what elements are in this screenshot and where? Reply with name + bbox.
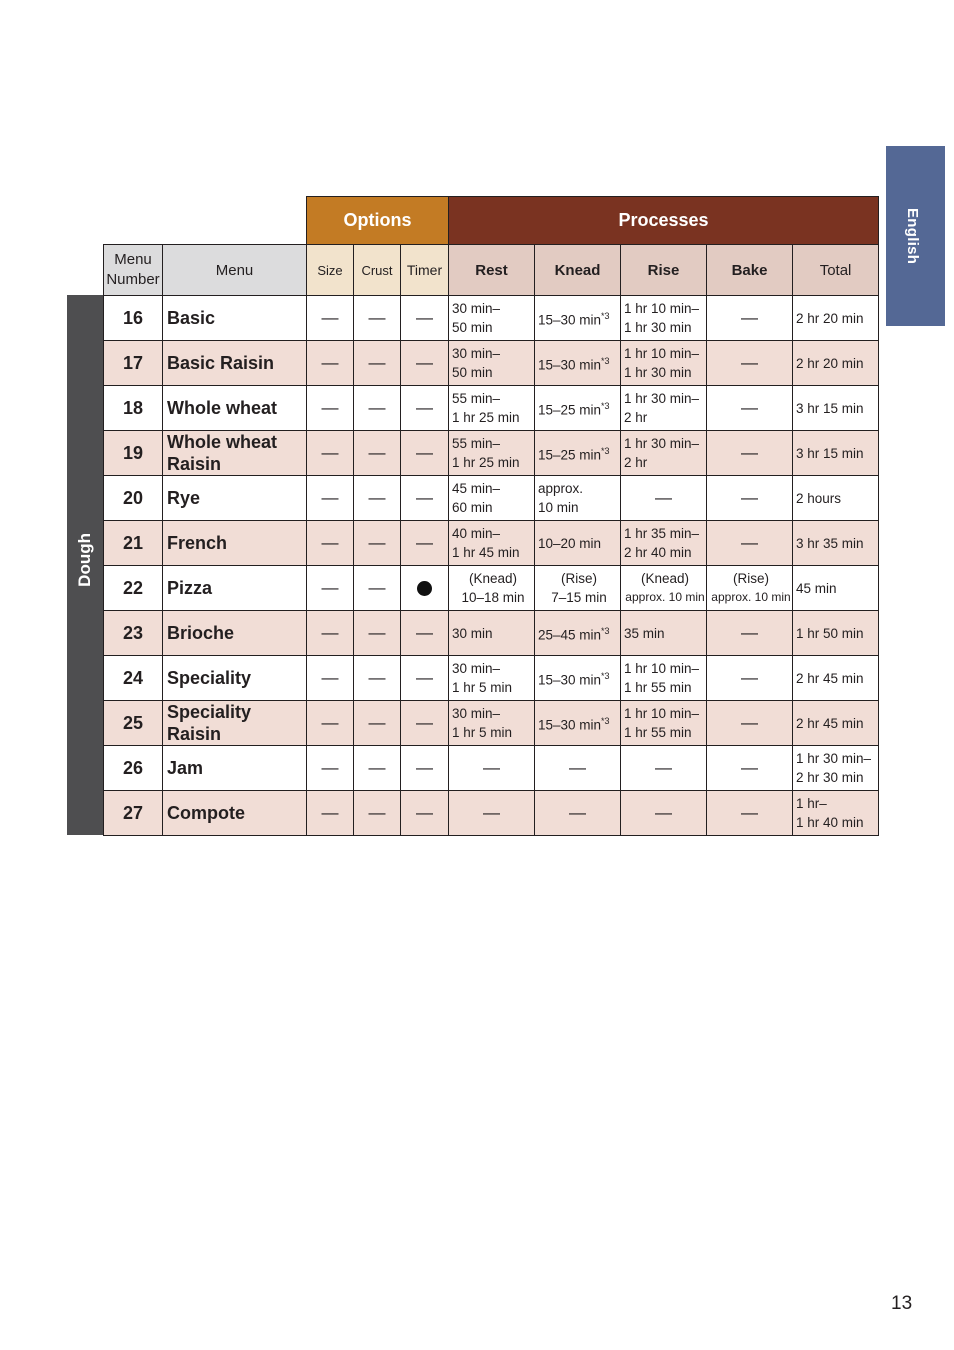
timer-cell: — [401,746,449,791]
knead-value [538,667,620,690]
rest-value-line: 55 min– [452,391,501,406]
table-row [104,791,879,836]
size-cell: — [307,341,354,386]
total-value-line: 2 hr 45 min [796,715,864,731]
rise-value-line: 1 hr 55 min [624,680,692,695]
menu-name-line: French [167,533,228,553]
rise-value-line: 2 hr 40 min [624,545,692,560]
language-tab-label: English [904,208,921,265]
rest-value-line: 55 min– [452,436,501,451]
bake-value-line: approx. 10 min [711,590,791,604]
total-value-line: 2 hr 45 min [796,670,864,686]
footnote-marker: *3 [601,715,610,726]
knead-value-text: 15–25 min [538,447,602,463]
rest-value-line: 30 min– [452,301,501,316]
rest-cell [449,296,535,341]
timer-cell [401,566,449,611]
rest-cell [449,341,535,386]
bake-cell: — [707,791,793,836]
rest-value-line: 1 hr 25 min [452,410,520,425]
rest-cell [449,386,535,431]
rise-value-line: 35 min [624,625,665,641]
knead-value-line: 10–20 min [538,535,602,551]
rise-value-line: 1 hr 10 min– [624,301,700,316]
bake-header: Bake [707,245,793,296]
menu-name-line: Whole wheat [167,432,278,452]
rest-value-line: 10–18 min [461,590,525,605]
crust-cell: — [354,566,401,611]
bake-value-line: (Rise) [733,571,769,586]
menu-header: Menu [163,245,307,296]
knead-value [538,397,620,420]
knead-cell [535,566,621,611]
knead-value-text: 15–30 min [538,717,602,733]
total-cell [793,701,879,746]
rise-value-line: 2 hr [624,455,648,470]
total-cell [793,386,879,431]
knead-cell [535,296,621,341]
bake-cell: — [707,296,793,341]
timer-cell: — [401,296,449,341]
footnote-marker: *3 [601,670,610,681]
rest-value-line: 1 hr 5 min [452,725,513,740]
bake-cell: — [707,341,793,386]
total-cell [793,341,879,386]
timer-cell: — [401,476,449,521]
menu-number-cell: 21 [104,521,163,566]
rise-cell: — [621,791,707,836]
total-value-line: 2 hours [796,490,842,506]
menu-number-cell: 25 [104,701,163,746]
rise-value-line: (Knead) [640,571,690,586]
knead-cell: — [535,746,621,791]
menu-number-cell: 24 [104,656,163,701]
total-cell [793,656,879,701]
knead-cell [535,611,621,656]
crust-cell: — [354,296,401,341]
menu-name-line: Basic [167,308,216,328]
knead-value [538,622,620,645]
rise-value-line: 1 hr 30 min [624,320,692,335]
table-body [104,296,879,836]
menu-number-cell: 26 [104,746,163,791]
table-row [104,386,879,431]
menu-name-line: Speciality [167,668,252,688]
crust-cell: — [354,701,401,746]
knead-value-line: 10 min [538,500,579,515]
total-cell [793,431,879,476]
size-cell: — [307,476,354,521]
size-cell: — [307,701,354,746]
menu-name-cell [163,476,307,521]
knead-cell: — [535,791,621,836]
table-row [104,746,879,791]
rise-value-line: 1 hr 35 min– [624,526,700,541]
total-cell [793,566,879,611]
knead-value-text: 15–30 min [538,672,602,688]
total-cell [793,476,879,521]
rest-header: Rest [449,245,535,296]
rise-cell [621,296,707,341]
table-row [104,521,879,566]
total-cell [793,791,879,836]
rise-cell: — [621,746,707,791]
total-value-line: 1 hr 40 min [796,815,864,830]
menu-number-cell: 20 [104,476,163,521]
header-blank [104,197,307,245]
timer-cell: — [401,431,449,476]
rise-value-line: 1 hr 10 min– [624,346,700,361]
knead-header: Knead [535,245,621,296]
total-value-line: 3 hr 15 min [796,400,864,416]
menu-name-cell [163,296,307,341]
crust-header: Crust [354,245,401,296]
rest-value-line: 45 min– [452,481,501,496]
footnote-marker: *3 [601,625,610,636]
crust-cell: — [354,431,401,476]
bake-cell: — [707,701,793,746]
knead-value-text: 15–25 min [538,402,602,418]
dough-section-label: Dough [75,533,94,587]
bake-cell [707,566,793,611]
rise-cell [621,656,707,701]
table-row [104,611,879,656]
page-number: 13 [891,1293,913,1314]
table-row [104,656,879,701]
rest-cell [449,656,535,701]
rise-cell [621,386,707,431]
total-cell [793,746,879,791]
bake-cell: — [707,386,793,431]
knead-value-text: 25–45 min [538,627,602,643]
bake-cell: — [707,746,793,791]
timer-cell: — [401,791,449,836]
menu-name-line: Jam [167,758,204,778]
timer-cell: — [401,341,449,386]
menu-name-cell [163,341,307,386]
knead-cell [535,701,621,746]
size-cell: — [307,656,354,701]
rest-cell [449,431,535,476]
rise-value-line: 1 hr 10 min– [624,706,700,721]
footnote-marker: *3 [601,310,610,321]
menu-number-cell: 18 [104,386,163,431]
knead-cell [535,386,621,431]
crust-cell: — [354,791,401,836]
menu-name-line: Compote [167,803,245,823]
timer-available-dot-icon [417,581,432,596]
knead-value [538,307,620,330]
timer-cell: — [401,701,449,746]
knead-value-text: 15–30 min [538,312,602,328]
total-value-line: 1 hr 50 min [796,625,864,641]
rest-cell [449,566,535,611]
menu-name-line: Speciality [167,702,252,722]
table-row [104,476,879,521]
footnote-marker: *3 [601,400,610,411]
knead-value-text: 15–30 min [538,357,602,373]
knead-value [538,352,620,375]
total-cell [793,521,879,566]
table-row [104,296,879,341]
timer-cell: — [401,656,449,701]
crust-cell: — [354,521,401,566]
menu-number-header-line1: Menu [114,251,152,268]
crust-cell: — [354,341,401,386]
rise-cell [621,341,707,386]
timer-header: Timer [401,245,449,296]
menu-number-cell: 27 [104,791,163,836]
menu-number-cell: 17 [104,341,163,386]
knead-cell [535,521,621,566]
table-row [104,341,879,386]
rest-cell: — [449,746,535,791]
rise-value-line: 1 hr 30 min– [624,436,700,451]
menu-name-cell [163,746,307,791]
knead-value [538,712,620,735]
total-header: Total [793,245,879,296]
rise-value-line: 1 hr 10 min– [624,661,700,676]
size-cell: — [307,296,354,341]
options-group-header: Options [307,197,449,245]
timer-cell: — [401,521,449,566]
menu-number-header [104,245,163,296]
menu-name-line: Raisin [167,724,222,744]
rest-value-line: 30 min– [452,346,501,361]
menu-number-cell: 23 [104,611,163,656]
size-header: Size [307,245,354,296]
total-value-line: 1 hr– [796,796,827,811]
total-cell [793,296,879,341]
rest-value-line: 50 min [452,320,493,335]
crust-cell: — [354,746,401,791]
knead-cell [535,341,621,386]
rise-value-line: 1 hr 30 min– [624,391,700,406]
table-row [104,701,879,746]
rest-value-line: (Knead) [468,571,518,586]
knead-cell [535,656,621,701]
knead-value-line: 7–15 min [551,590,607,605]
menu-name-line: Rye [167,488,201,508]
rise-value-line: approx. 10 min [625,590,705,604]
rise-cell [621,521,707,566]
total-value-line: 3 hr 35 min [796,535,864,551]
bake-cell: — [707,431,793,476]
crust-cell: — [354,656,401,701]
rest-value-line: 1 hr 5 min [452,680,513,695]
knead-cell [535,431,621,476]
bake-cell: — [707,476,793,521]
rest-value-line: 30 min– [452,706,501,721]
knead-value-line: approx. [538,481,584,496]
knead-cell [535,476,621,521]
rest-cell [449,521,535,566]
timer-cell: — [401,386,449,431]
total-value-line: 2 hr 20 min [796,355,864,371]
menu-name-line: Whole wheat [167,398,278,418]
bake-cell: — [707,611,793,656]
size-cell: — [307,746,354,791]
table-row [104,431,879,476]
menu-number-header-line2: Number [106,271,160,288]
total-cell [793,611,879,656]
footnote-marker: *3 [601,445,610,456]
menu-name-cell [163,611,307,656]
rest-value-line: 50 min [452,365,493,380]
timer-cell: — [401,611,449,656]
bake-cell: — [707,656,793,701]
rest-value-line: 1 hr 45 min [452,545,520,560]
rest-cell [449,701,535,746]
dough-menu-table [103,196,879,836]
rest-value-line: 40 min– [452,526,501,541]
size-cell: — [307,386,354,431]
size-cell: — [307,566,354,611]
menu-number-cell: 16 [104,296,163,341]
crust-cell: — [354,476,401,521]
total-value-line: 3 hr 15 min [796,445,864,461]
rise-cell: — [621,476,707,521]
rest-cell [449,611,535,656]
language-tab-english[interactable] [886,146,945,326]
size-cell: — [307,521,354,566]
menu-name-line: Pizza [167,578,213,598]
rest-cell [449,476,535,521]
rise-cell [621,566,707,611]
crust-cell: — [354,611,401,656]
menu-name-cell [163,521,307,566]
menu-name-cell [163,566,307,611]
menu-name-line: Brioche [167,623,235,643]
total-value-line: 2 hr 30 min [796,770,864,785]
table-row [104,566,879,611]
rise-value-line: 1 hr 55 min [624,725,692,740]
menu-name-line: Basic Raisin [167,353,275,373]
rise-cell [621,701,707,746]
menu-number-cell: 19 [104,431,163,476]
rest-value-line: 1 hr 25 min [452,455,520,470]
crust-cell: — [354,386,401,431]
bake-cell: — [707,521,793,566]
menu-name-cell [163,431,307,476]
knead-value-line: (Rise) [561,571,597,586]
rise-cell [621,611,707,656]
rest-value-line: 30 min– [452,661,501,676]
knead-value [538,442,620,465]
processes-group-header: Processes [449,197,879,245]
rest-value-line: 30 min [452,625,493,641]
menu-name-cell [163,791,307,836]
menu-name-cell [163,656,307,701]
menu-name-cell [163,386,307,431]
total-value-line: 45 min [796,580,837,596]
rest-cell: — [449,791,535,836]
footnote-marker: *3 [601,355,610,366]
total-value-line: 2 hr 20 min [796,310,864,326]
size-cell: — [307,791,354,836]
menu-name-line: Raisin [167,454,222,474]
rise-value-line: 1 hr 30 min [624,365,692,380]
rise-cell [621,431,707,476]
rise-header: Rise [621,245,707,296]
menu-name-cell [163,701,307,746]
total-value-line: 1 hr 30 min– [796,751,872,766]
rise-value-line: 2 hr [624,410,648,425]
size-cell: — [307,611,354,656]
menu-number-cell: 22 [104,566,163,611]
dough-section-bar [67,295,103,835]
rest-value-line: 60 min [452,500,493,515]
size-cell: — [307,431,354,476]
